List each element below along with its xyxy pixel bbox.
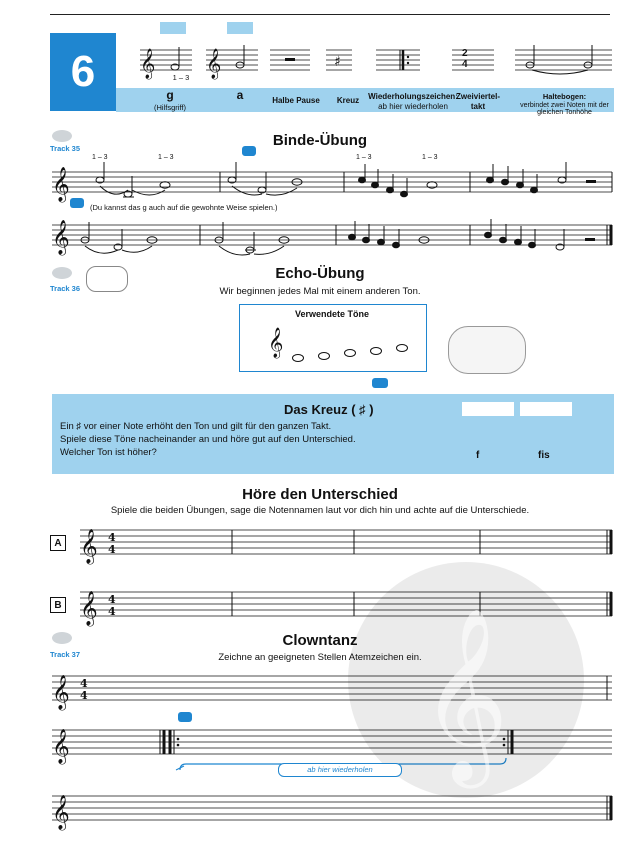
svg-text:𝄞: 𝄞 [140, 49, 156, 79]
trumpet-icon [462, 402, 514, 416]
note-whole [318, 352, 330, 360]
treble-clef-icon: 𝄞 [268, 328, 284, 358]
svg-text:𝄞: 𝄞 [80, 529, 98, 564]
hand-icon [242, 146, 256, 156]
kreuz-note-f: f [476, 450, 480, 461]
verwendete-toene-title: Verwendete Töne [294, 309, 370, 319]
svg-text:𝄞: 𝄞 [206, 49, 222, 79]
binde-fingering-1: 1 – 3 [92, 154, 108, 161]
svg-text:𝄞: 𝄞 [52, 167, 70, 202]
note-whole [370, 347, 382, 355]
legend-halbe-pause: Halbe Pause [272, 96, 320, 105]
unterschied-title: Höre den Unterschied [242, 486, 398, 503]
label-a: A [50, 535, 66, 551]
binde-fingering-2: 1 – 3 [158, 154, 174, 161]
legend-haltebogen-sub: verbindet zwei Noten mit der gleichen Tonhöhe [520, 102, 609, 116]
note-whole [396, 344, 408, 352]
svg-text:𝄞: 𝄞 [52, 220, 70, 255]
legend-fingering: 1 – 3 [172, 73, 190, 82]
legend-g-sub: (Hilfsgriff) [154, 103, 186, 112]
svg-text:𝄞: 𝄞 [80, 591, 98, 626]
clowntanz-text: Zeichne an geeigneten Stellen Atemzeichen ein. [218, 652, 422, 663]
echo-title: Echo-Übung [275, 265, 365, 282]
unterschied-text: Spiele die beiden Übungen, sage die Notennamen laut vor dich hin und achte auf die Unterschiede. [110, 505, 530, 516]
clown-illustration [448, 326, 526, 374]
binde-title: Binde-Übung [272, 132, 368, 149]
repeat-label: ab hier wiederholen [278, 763, 402, 777]
svg-text:4: 4 [80, 689, 88, 702]
hand-icon [178, 712, 192, 722]
binde-fingering-4: 1 – 3 [422, 154, 438, 161]
hand-icon [70, 198, 84, 208]
note-whole [344, 349, 356, 357]
legend-zweiviertel-sub: takt [470, 102, 486, 111]
time-signature: 2 4 [462, 48, 468, 70]
svg-text:4: 4 [80, 677, 88, 690]
lesson-number: 6 [50, 33, 116, 111]
cd-icon [52, 130, 72, 142]
cd-icon [52, 632, 72, 644]
track-36: Track 36 [50, 284, 81, 293]
trumpet-icon [520, 402, 572, 416]
legend-a: a [236, 88, 244, 102]
legend-kreuz: Kreuz [336, 96, 360, 105]
hand-icon [372, 378, 388, 388]
kreuz-title: Das Kreuz ( ♯ ) [284, 402, 374, 417]
track-35: Track 35 [50, 144, 81, 153]
kreuz-note-fis: fis [538, 450, 550, 461]
svg-text:𝄞: 𝄞 [52, 675, 70, 710]
label-b: B [50, 597, 66, 613]
svg-text:4: 4 [108, 531, 116, 544]
svg-text:𝄞: 𝄞 [52, 729, 70, 764]
note-whole [292, 354, 304, 362]
tuba-icon [86, 266, 128, 292]
legend-g: g [166, 88, 174, 102]
legend-haltebogen: Haltebogen: [542, 92, 587, 101]
binde-note: (Du kannst das g auch auf die gewohnte Weise spielen.) [90, 203, 278, 212]
legend-wiederholung-sub: ab hier wiederholen [378, 102, 448, 111]
svg-text:4: 4 [108, 543, 116, 556]
kreuz-text: Ein ♯ vor einer Note erhöht den Ton und gilt für den ganzen Takt. Spiele diese Töne nacheinander an und höre gut auf den Unterschied. Welcher Ton ist höher? [60, 421, 356, 458]
svg-text:4: 4 [108, 593, 116, 606]
cd-icon [52, 267, 72, 279]
legend-zweiviertel: Zweiviertel- [455, 92, 500, 101]
clowntanz-title: Clowntanz [282, 632, 358, 649]
svg-text:♯: ♯ [334, 54, 341, 70]
track-37: Track 37 [50, 650, 81, 659]
legend-wiederholung: Wiederholungszeichen: [368, 92, 458, 101]
svg-text:4: 4 [108, 605, 116, 618]
binde-fingering-3: 1 – 3 [356, 154, 372, 161]
echo-text: Wir beginnen jedes Mal mit einem anderen Ton. [219, 286, 421, 297]
svg-text:𝄞: 𝄞 [52, 795, 70, 830]
svg-text:𝄞: 𝄞 [420, 607, 509, 781]
